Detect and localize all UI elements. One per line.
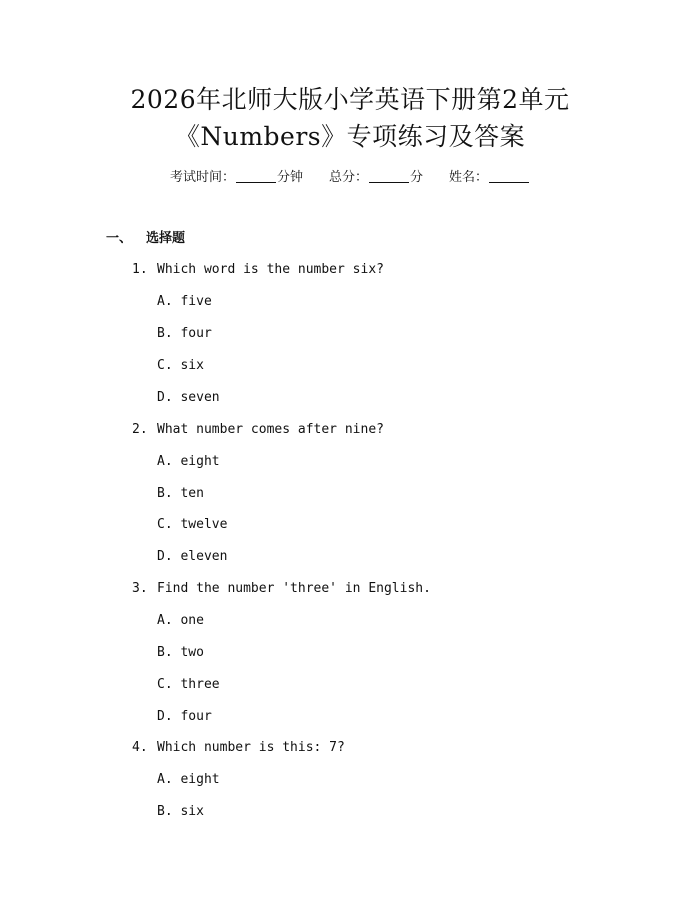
section-number: 一、 [106,231,133,246]
document-title-line-1: 2026年北师大版小学英语下册第2单元 [130,85,570,114]
question-1 [132,260,384,280]
total-score-unit: 分 [410,170,424,185]
option-4b: B. six [157,804,204,819]
name-label: 姓名： [449,170,489,185]
question-text: Which number is this: 7? [157,740,345,755]
option-2a: A. eight [157,454,220,469]
exam-time-unit: 分钟 [276,170,303,185]
question-number: 3. [132,581,148,596]
option-1a: A. five [157,294,212,309]
document-title-line-2: 《Numbers》专项练习及答案 [174,122,526,151]
option-1c: C. six [157,358,204,373]
section-heading [106,229,185,249]
question-2 [132,420,384,440]
question-text: Find the number 'three' in English. [157,581,431,596]
option-4a: A. eight [157,772,220,787]
question-number: 2. [132,422,148,437]
exam-time-blank [236,169,276,183]
exam-time-label: 考试时间： [169,170,235,185]
option-2d: D. eleven [157,549,228,564]
question-number: 1. [132,262,148,277]
section-title: 选择题 [146,231,186,246]
option-1b: B. four [157,326,212,341]
total-score-label: 总分： [328,170,368,185]
question-text: What number comes after nine? [157,422,384,437]
option-3c: C. three [157,677,220,692]
option-1d: D. seven [157,390,220,405]
option-3a: A. one [157,613,204,628]
name-blank [489,169,529,183]
question-text: Which word is the number six? [157,262,384,277]
option-2b: B. ten [157,486,204,501]
total-score-blank [369,169,409,183]
question-number: 4. [132,740,148,755]
question-3 [132,579,431,599]
option-3d: D. four [157,709,212,724]
option-3b: B. two [157,645,204,660]
exam-info-line [0,168,700,188]
option-2c: C. twelve [157,517,228,532]
question-4 [132,738,345,758]
